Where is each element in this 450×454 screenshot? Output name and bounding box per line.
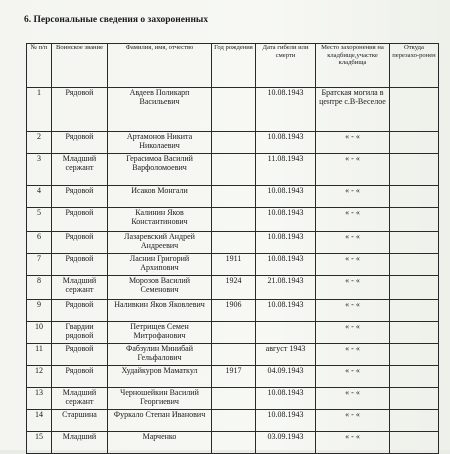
cell-num: 7 bbox=[27, 254, 52, 276]
cell-born bbox=[212, 154, 256, 186]
cell-date: 04.09.1943 bbox=[256, 366, 316, 388]
cell-from bbox=[390, 366, 439, 388]
cell-name: Артамонов Никита Николаевич bbox=[108, 132, 212, 154]
cell-place: « - « bbox=[316, 232, 390, 254]
cell-rank: Рядовой bbox=[52, 344, 108, 366]
cell-name: Черношейкин Василий Георгиевич bbox=[108, 388, 212, 410]
cell-num: 1 bbox=[27, 88, 52, 132]
cell-place: « - « bbox=[316, 300, 390, 322]
cell-place: « - « bbox=[316, 208, 390, 232]
cell-date: 10.08.1943 bbox=[256, 254, 316, 276]
cell-rank: Рядовой bbox=[52, 300, 108, 322]
cell-from bbox=[390, 232, 439, 254]
cell-name: Петрищев Семен Митрофанович bbox=[108, 322, 212, 344]
cell-place: « - « bbox=[316, 388, 390, 410]
cell-rank: Младший сержант bbox=[52, 154, 108, 186]
cell-num: 11 bbox=[27, 344, 52, 366]
cell-date: 10.08.1943 bbox=[256, 208, 316, 232]
cell-born: 1917 bbox=[212, 366, 256, 388]
table-row bbox=[27, 88, 439, 132]
table-row bbox=[27, 366, 439, 388]
cell-born: 1924 bbox=[212, 276, 256, 300]
cell-rank: Старшина bbox=[52, 410, 108, 432]
cell-rank: Рядовой bbox=[52, 88, 108, 132]
section-title: 6. Персональные сведения о захороненных bbox=[24, 15, 209, 25]
cell-place: « - « bbox=[316, 344, 390, 366]
table-header-row bbox=[27, 44, 439, 88]
cell-date: 03.09.1943 bbox=[256, 432, 316, 454]
cell-from bbox=[390, 254, 439, 276]
cell-born bbox=[212, 388, 256, 410]
cell-place: « - « bbox=[316, 366, 390, 388]
cell-place: « - « bbox=[316, 410, 390, 432]
cell-date bbox=[256, 322, 316, 344]
cell-name: Фуркало Степан Иванович bbox=[108, 410, 212, 432]
cell-name: Герасимоа Василий Варфоломоевич bbox=[108, 154, 212, 186]
cell-born bbox=[212, 344, 256, 366]
table-row bbox=[27, 388, 439, 410]
cell-rank: Младший сержант bbox=[52, 276, 108, 300]
cell-place: « - « bbox=[316, 254, 390, 276]
cell-born bbox=[212, 322, 256, 344]
cell-date: 10.08.1943 bbox=[256, 88, 316, 132]
cell-date: 21.08.1943 bbox=[256, 276, 316, 300]
cell-num: 5 bbox=[27, 208, 52, 232]
cell-num: 4 bbox=[27, 186, 52, 208]
table-row bbox=[27, 276, 439, 300]
cell-rank: Младший сержант bbox=[52, 388, 108, 410]
cell-rank: Рядовой bbox=[52, 254, 108, 276]
cell-from bbox=[390, 300, 439, 322]
cell-name: Калинин Яков Константинович bbox=[108, 208, 212, 232]
cell-born: 1911 bbox=[212, 254, 256, 276]
table-row bbox=[27, 344, 439, 366]
table-row bbox=[27, 208, 439, 232]
cell-place: « - « bbox=[316, 132, 390, 154]
cell-name: Наливкин Яков Яковлевич bbox=[108, 300, 212, 322]
burial-records-table bbox=[26, 43, 439, 454]
cell-date: август 1943 bbox=[256, 344, 316, 366]
table-row bbox=[27, 432, 439, 454]
cell-name: Ласнин Григорий Архипович bbox=[108, 254, 212, 276]
cell-from bbox=[390, 410, 439, 432]
cell-from bbox=[390, 154, 439, 186]
cell-name: Фабзулин Минибай Гельфалович bbox=[108, 344, 212, 366]
cell-date: 10.08.1943 bbox=[256, 410, 316, 432]
cell-rank: Рядовой bbox=[52, 132, 108, 154]
cell-from bbox=[390, 344, 439, 366]
header-place: Место захоронения на кладбище,участке кладбища bbox=[316, 44, 390, 88]
cell-born bbox=[212, 432, 256, 454]
header-from: Откуда перезахо-ронен bbox=[390, 44, 439, 88]
cell-name: Лазаревский Андрей Андреевич bbox=[108, 232, 212, 254]
cell-date: 11.08.1943 bbox=[256, 154, 316, 186]
table-row bbox=[27, 322, 439, 344]
cell-num: 8 bbox=[27, 276, 52, 300]
cell-born bbox=[212, 208, 256, 232]
cell-num: 9 bbox=[27, 300, 52, 322]
cell-date: 10.08.1943 bbox=[256, 132, 316, 154]
cell-from bbox=[390, 132, 439, 154]
cell-from bbox=[390, 208, 439, 232]
cell-num: 3 bbox=[27, 154, 52, 186]
header-name: Фамилия, имя, отчество bbox=[108, 44, 212, 88]
cell-date: 10.08.1943 bbox=[256, 186, 316, 208]
cell-born bbox=[212, 88, 256, 132]
cell-from bbox=[390, 186, 439, 208]
table-row bbox=[27, 232, 439, 254]
cell-name: Худайкуров Маматкул bbox=[108, 366, 212, 388]
cell-rank: Рядовой bbox=[52, 232, 108, 254]
cell-born bbox=[212, 132, 256, 154]
cell-name: Марченко bbox=[108, 432, 212, 454]
cell-place: Братская могила в центре с.В-Веселое bbox=[316, 88, 390, 132]
cell-name: Исаков Монгали bbox=[108, 186, 212, 208]
header-num: № п/п bbox=[27, 44, 52, 88]
table-row bbox=[27, 300, 439, 322]
header-date: Дата гибели или смерти bbox=[256, 44, 316, 88]
cell-date: 10.08.1943 bbox=[256, 300, 316, 322]
table-row bbox=[27, 132, 439, 154]
cell-rank: Младший bbox=[52, 432, 108, 454]
cell-born bbox=[212, 232, 256, 254]
cell-name: Авдеев Поликарп Васильевич bbox=[108, 88, 212, 132]
cell-num: 14 bbox=[27, 410, 52, 432]
cell-num: 12 bbox=[27, 366, 52, 388]
cell-rank: Рядовой bbox=[52, 208, 108, 232]
cell-date: 10.08.1943 bbox=[256, 232, 316, 254]
cell-from bbox=[390, 388, 439, 410]
cell-from bbox=[390, 322, 439, 344]
cell-num: 10 bbox=[27, 322, 52, 344]
cell-num: 6 bbox=[27, 232, 52, 254]
table-row bbox=[27, 254, 439, 276]
table-row bbox=[27, 410, 439, 432]
cell-place: « - « bbox=[316, 322, 390, 344]
cell-rank: Рядовой bbox=[52, 186, 108, 208]
cell-num: 13 bbox=[27, 388, 52, 410]
cell-rank: Рядовой bbox=[52, 366, 108, 388]
cell-born bbox=[212, 410, 256, 432]
cell-place: « - « bbox=[316, 186, 390, 208]
cell-num: 15 bbox=[27, 432, 52, 454]
cell-born bbox=[212, 186, 256, 208]
header-born: Год рождения bbox=[212, 44, 256, 88]
cell-from bbox=[390, 276, 439, 300]
cell-place: « - « bbox=[316, 276, 390, 300]
cell-rank: Гвардии рядовой bbox=[52, 322, 108, 344]
cell-place: « - « bbox=[316, 432, 390, 454]
cell-name: Морозов Василий Семенович bbox=[108, 276, 212, 300]
table-row bbox=[27, 154, 439, 186]
cell-born: 1906 bbox=[212, 300, 256, 322]
cell-num: 2 bbox=[27, 132, 52, 154]
header-rank: Воинское звание bbox=[52, 44, 108, 88]
cell-from bbox=[390, 432, 439, 454]
cell-place: « - « bbox=[316, 154, 390, 186]
cell-date: 10.08.1943 bbox=[256, 388, 316, 410]
table-row bbox=[27, 186, 439, 208]
cell-from bbox=[390, 88, 439, 132]
